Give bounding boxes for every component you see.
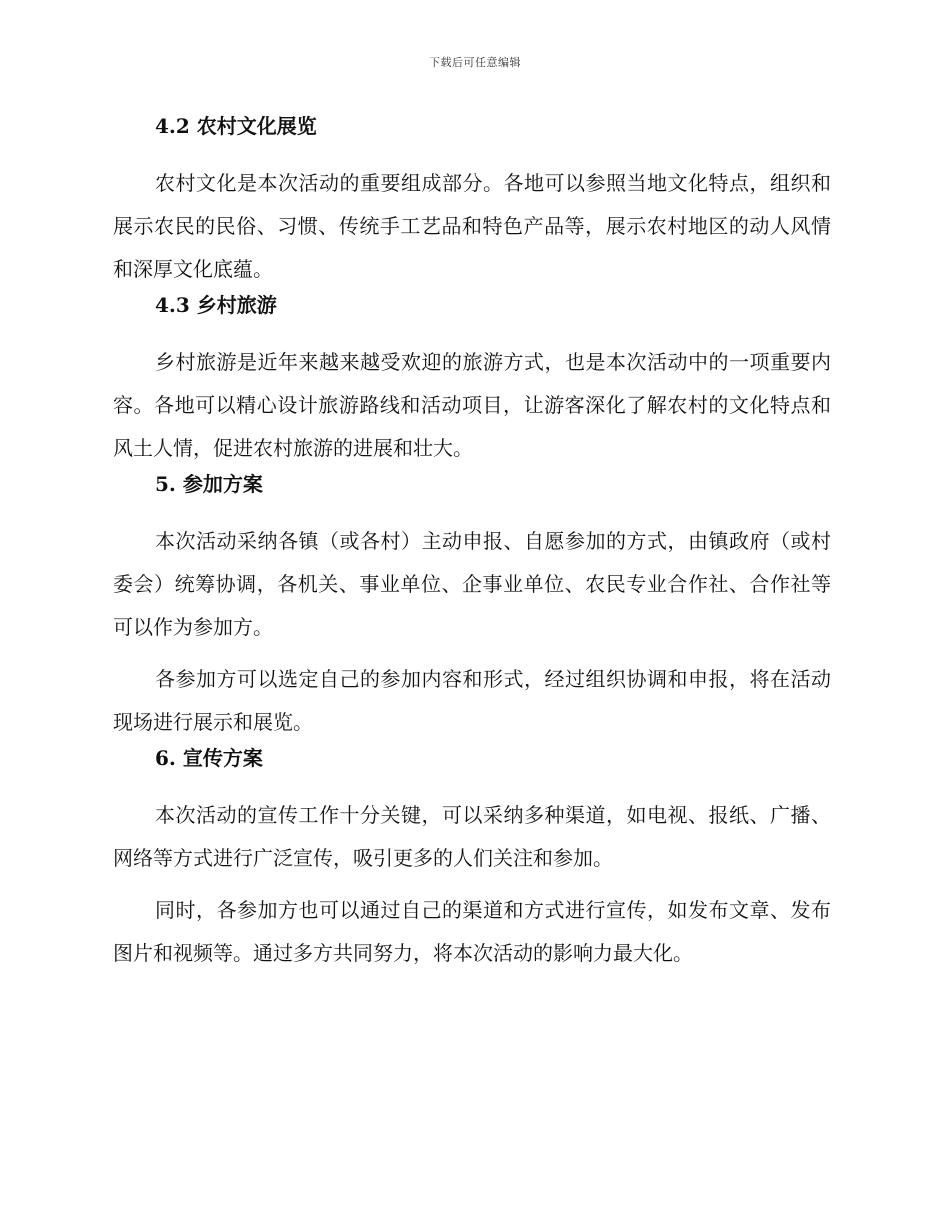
section-paragraph: 乡村旅游是近年来越来越受欢迎的旅游方式，也是本次活动中的一项重要内容。各地可以精心设计旅游路线和活动项目，让游客深化了解农村的文化特点和风土人情，促进农村旅游的进展和壮大。 [113, 350, 831, 460]
document-body [113, 112, 831, 975]
section-heading: 4.3 乡村旅游 [155, 293, 277, 317]
section-heading: 4.2 农村文化展览 [155, 114, 317, 138]
section-paragraph: 各参加方可以选定自己的参加内容和形式，经过组织协调和申报，将在活动现场进行展示和展览。 [113, 667, 831, 734]
section-paragraph: 本次活动的宣传工作十分关键，可以采纳多种渠道，如电视、报纸、广播、网络等方式进行广泛宣传，吸引更多的人们关注和参加。 [113, 803, 831, 870]
section-publicity-plan [113, 744, 831, 975]
section-paragraph: 农村文化是本次活动的重要组成部分。各地可以参照当地文化特点，组织和展示农民的民俗、习惯、传统手工艺品和特色产品等，展示农村地区的动人风情和深厚文化底蕴。 [113, 171, 831, 281]
section-heading: 6. 宣传方案 [155, 746, 263, 770]
header-note: 下载后可任意编辑 [429, 56, 521, 69]
section-rural-tourism [113, 291, 831, 470]
section-participation-plan [113, 470, 831, 744]
section-rural-culture-exhibition [113, 112, 831, 291]
section-paragraph: 本次活动采纳各镇（或各村）主动申报、自愿参加的方式，由镇政府（或村委会）统筹协调，各机关、事业单位、企事业单位、农民专业合作社、合作社等可以作为参加方。 [113, 529, 831, 639]
section-paragraph: 同时，各参加方也可以通过自己的渠道和方式进行宣传，如发布文章、发布图片和视频等。通过多方共同努力，将本次活动的影响力最大化。 [113, 898, 831, 965]
section-heading: 5. 参加方案 [155, 472, 263, 496]
